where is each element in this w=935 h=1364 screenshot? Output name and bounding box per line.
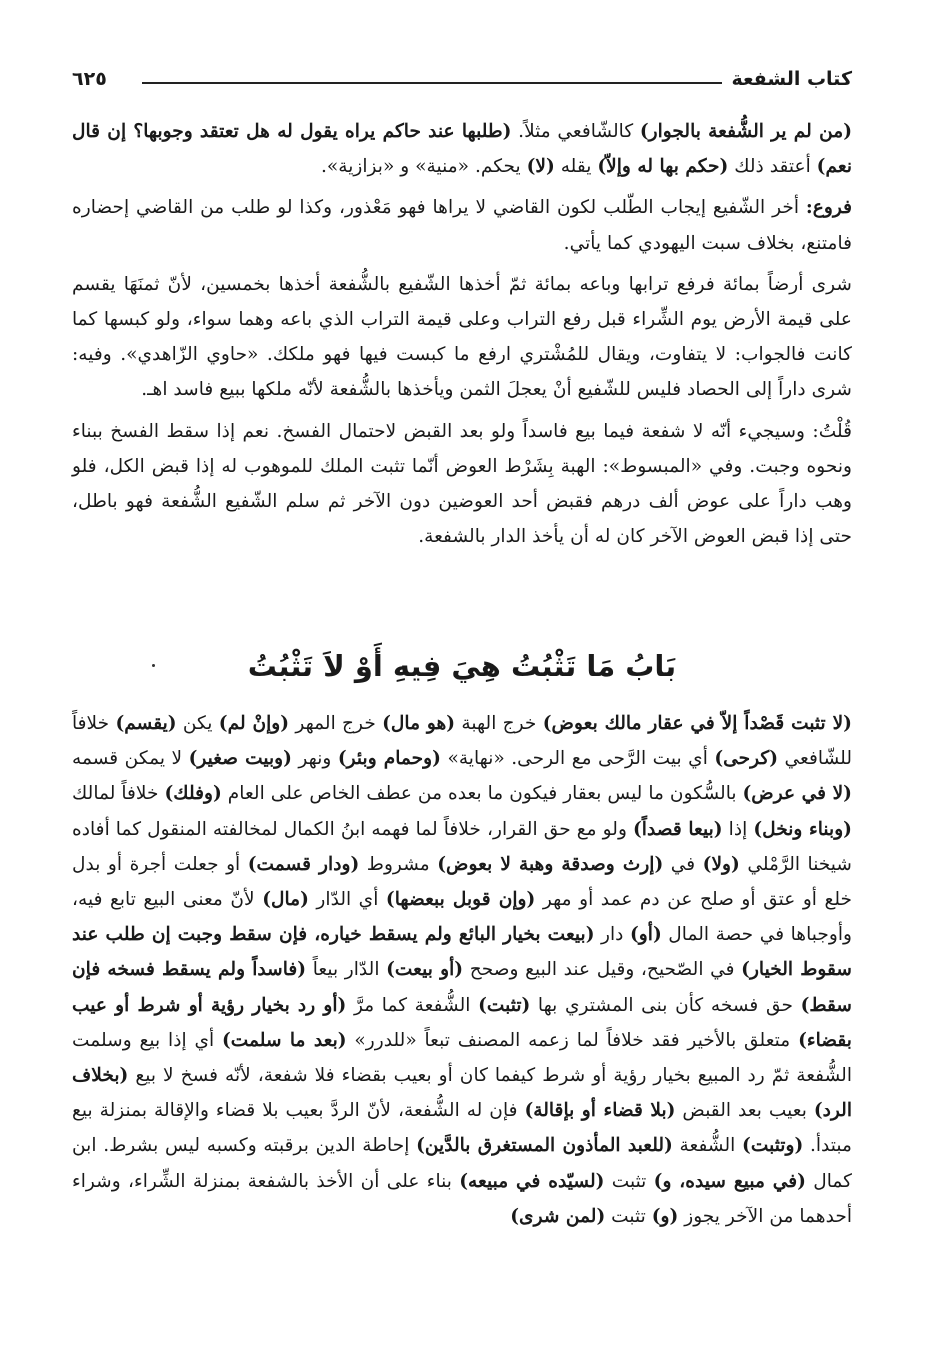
- sharh-text: دار: [594, 924, 630, 946]
- page-header: [72, 62, 852, 96]
- matn-text: (بخلاف الرد): [72, 1065, 852, 1122]
- section-label: فروع:: [805, 197, 852, 219]
- sharh-text: كالشّافعي مثلاً.: [511, 121, 640, 142]
- sharh-text: أخر الشّفيع إيجاب الطّلب لكون القاضي لا يراها فهو مَعْذور، وكذا لو طلب من القاضي إحضاره فامتنع، بخلاف سبت اليهودي كما يأتي.: [72, 197, 852, 254]
- sharh-text: ولو مع حق القرار، خلافاً لما فهمه ابنُ الكمال لمخالفته المنقول كما أفاده شيخنا الرَّمْلي: [72, 818, 852, 875]
- sharh-text: يحكم. «منية» و «بزازية».: [320, 156, 527, 178]
- matn-text: (لسيّده في مبيعه): [459, 1170, 605, 1192]
- matn-text: (ولا): [702, 853, 740, 875]
- sharh-text: أي الدّار: [308, 889, 386, 911]
- sharh-text: تثبت: [605, 1205, 652, 1227]
- sharh-text: بناء على أن الأخذ بالشفعة بمنزلة الشِّراء، وشراء أحدهما من الآخر يجوز: [72, 1170, 852, 1227]
- page-number: ٦٢٥: [72, 66, 115, 92]
- text-column-top: [72, 114, 852, 560]
- matn-text: (وتثبت): [742, 1135, 804, 1157]
- matn-text: (كرحى): [714, 748, 779, 770]
- sharh-text: في: [663, 853, 703, 875]
- sharh-text: في الصّحيح، وقيل عند البيع وصحح: [463, 959, 742, 981]
- matn-text: (لا في عرض): [742, 783, 852, 805]
- sharh-text: أي بيت الرَّحى مع الرحى. «نهاية»: [440, 748, 715, 770]
- sharh-text: أو جعلت أجرة أو بدل خلع أو عتق أو صلح عن دم عمد أو مهر: [72, 853, 853, 911]
- matn-text: (طلبها عند حاكم يراه يقول له هل تعتقد وجوبها؟ إن قال نعم): [72, 121, 852, 178]
- matn-text: (أو): [630, 924, 662, 946]
- sharh-text: أعتقد ذلك: [728, 156, 817, 178]
- matn-text: (هو مال): [382, 713, 456, 734]
- header-rule: [142, 82, 722, 84]
- sharh-text: بعيب بعد القبض: [675, 1100, 814, 1122]
- matn-text: (بيعت بخيار البائع ولم يسقط خياره، فإن سقط وجبت إن طلب عند سقوط الخيار): [72, 924, 852, 981]
- sharh-text: فإن له الشُّفعة، لأنّ الردَّ بعيب بلا قضاء والإقالة بمنزلة بيع مبتدأ.: [72, 1100, 852, 1157]
- sharh-text: خلافاً للشّافعي: [72, 713, 852, 770]
- matn-text: (وبيت صغير): [188, 748, 292, 770]
- sharh-text: ونهر: [291, 748, 338, 770]
- matn-text: (من لم ير الشُّفعة بالجوار): [639, 121, 852, 142]
- matn-text: (وبناء ونخل): [753, 818, 852, 840]
- paragraph-5: [72, 706, 852, 1234]
- sharh-text: تثبت: [604, 1170, 654, 1192]
- matn-text: (في مبيع سيده، و): [653, 1170, 806, 1192]
- sharh-text: الشُّفعة: [672, 1135, 743, 1157]
- matn-text: (مال): [262, 889, 309, 911]
- sharh-text: يقله: [554, 156, 598, 178]
- matn-text: (لا): [526, 156, 555, 178]
- matn-text: (إرث وصدقة وهبة لا بعوض): [437, 853, 664, 875]
- running-title: كتاب الشفعة: [723, 66, 852, 92]
- paragraph-2: [72, 190, 852, 260]
- sharh-text: لا يمكن قسمه: [72, 748, 189, 770]
- sharh-text: الشُّفعة كما مرَّ: [346, 994, 479, 1016]
- sharh-text: لأنّ معنى البيع تابع فيه، وأوجباها في حصة المال: [72, 889, 852, 946]
- matn-text: (بلا قضاء أو بإقالة): [524, 1100, 676, 1122]
- matn-text: (و): [651, 1205, 679, 1227]
- margin-dot: [152, 664, 155, 667]
- matn-text: (بعد ما سلمت): [221, 1029, 347, 1051]
- sharh-text: إذا: [722, 818, 754, 840]
- sharh-text: قُلْتُ: وسيجيء أنّه لا شفعة فيما بيع فاسداً ولو بعد القبض لاحتمال الفسخ. نعم إذا سقط الفسخ ببناء ونحوه وجبت. وفي «المبسوط»: الهبة بِشَرْط العوض أنّما تثبت الملك للموهوب له إذا قبض الكل، فلو وهب داراً على عوض ألف درهم فقبض أحد العوضين دون الآخر ثم سلم الشّفيع الشُّفعة فهو باطل، حتى إذا قبض العوض الآخر كان له أن يأخذ الدار بالشفعة.: [72, 420, 852, 548]
- sharh-text: شرى أرضاً بمائة فرفع ترابها وباعه بمائة ثمّ أخذها الشّفيع بالشُّفعة أخذها بخمسين، لأنّ ثمنَهَا يقسم على قيمة الأرض يوم الشِّراء قبل رفع التراب وعلى قيمة التراب الذي باعه وهما سواء، ولو كبسها كما كانت فالجواب: لا يتفاوت، ويقال للمُشْتري ارفع ما كبست فيها فهو ملكك. «حاوي الزّاهدي». وفيه: شرى داراً إلى الحصاد فليس للشّفيع أنْ يعجلَ الثمن ويأخذها بالشُّفعة لأنّه ملكها ببيع فاسد اهـ.: [72, 273, 852, 401]
- sharh-text: خرج المهر: [289, 713, 383, 734]
- matn-text: (يقسم): [115, 713, 177, 734]
- matn-text: (للعبد المأذون المستغرق بالدَّين): [416, 1135, 673, 1157]
- sharh-text: أي إذا بيع وسلمت الشُّفعة ثمّ رد المبيع بخيار رؤية أو شرط كيفما كان أو بعيب بقضاء فلا شفعة، لأنّه فسخ لا بيع: [72, 1029, 852, 1087]
- matn-text: (تثبت): [478, 994, 531, 1016]
- sharh-text: خرج الهبة: [455, 713, 543, 734]
- sharh-text: الدّار بيعاً: [306, 959, 387, 981]
- sharh-text: بالسُّكون ما ليس بعقار فيكون ما بعده من عطف الخاص على العام: [221, 783, 743, 805]
- paragraph-1: [72, 114, 852, 184]
- matn-text: (حكم بها له وإلاّ): [597, 156, 729, 178]
- sharh-text: مشروط: [359, 853, 438, 875]
- sharh-text: يكن: [176, 713, 219, 734]
- sharh-text: إحاطة الدين برقبته وكسبه ليس بشرط. ابن كمال: [72, 1135, 852, 1192]
- sharh-text: خلافاً لمالك: [72, 783, 165, 805]
- text-column-bottom: [72, 706, 852, 1240]
- matn-text: (بيعا قصداً): [633, 818, 723, 840]
- matn-text: (وفلك): [164, 783, 222, 805]
- chapter-heading: بَابُ مَا تَثْبُتُ هِيَ فِيهِ أَوْ لاَ تَثْبُتُ: [247, 649, 677, 683]
- matn-text: (لا تثبت قَصْداً إلاّ في عقار مالك بعوض): [542, 713, 852, 734]
- sharh-text: متعلق بالأخير فقد خلافاً لما زعمه المصنف تبعاً «للدرر»: [346, 1029, 799, 1051]
- matn-text: (لمن شرى): [510, 1205, 606, 1227]
- paragraph-4: [72, 414, 852, 555]
- matn-text: (وحمام وبئر): [337, 748, 441, 770]
- matn-text: (أو بيعت): [386, 959, 464, 981]
- paragraph-3: [72, 267, 852, 408]
- matn-text: (أو رد بخيار رؤية أو شرط أو عيب بقضاء): [72, 994, 852, 1051]
- sharh-text: حق فسخه كأن بنى المشتري بها: [530, 994, 801, 1016]
- matn-text: (ودار قسمت): [247, 853, 360, 875]
- matn-text: (وإنْ لم): [218, 713, 290, 734]
- matn-text: (وإن قوبل ببعضها): [385, 889, 536, 911]
- matn-text: (فاسداً ولم يسقط فسخه فإن سقط): [72, 959, 853, 1016]
